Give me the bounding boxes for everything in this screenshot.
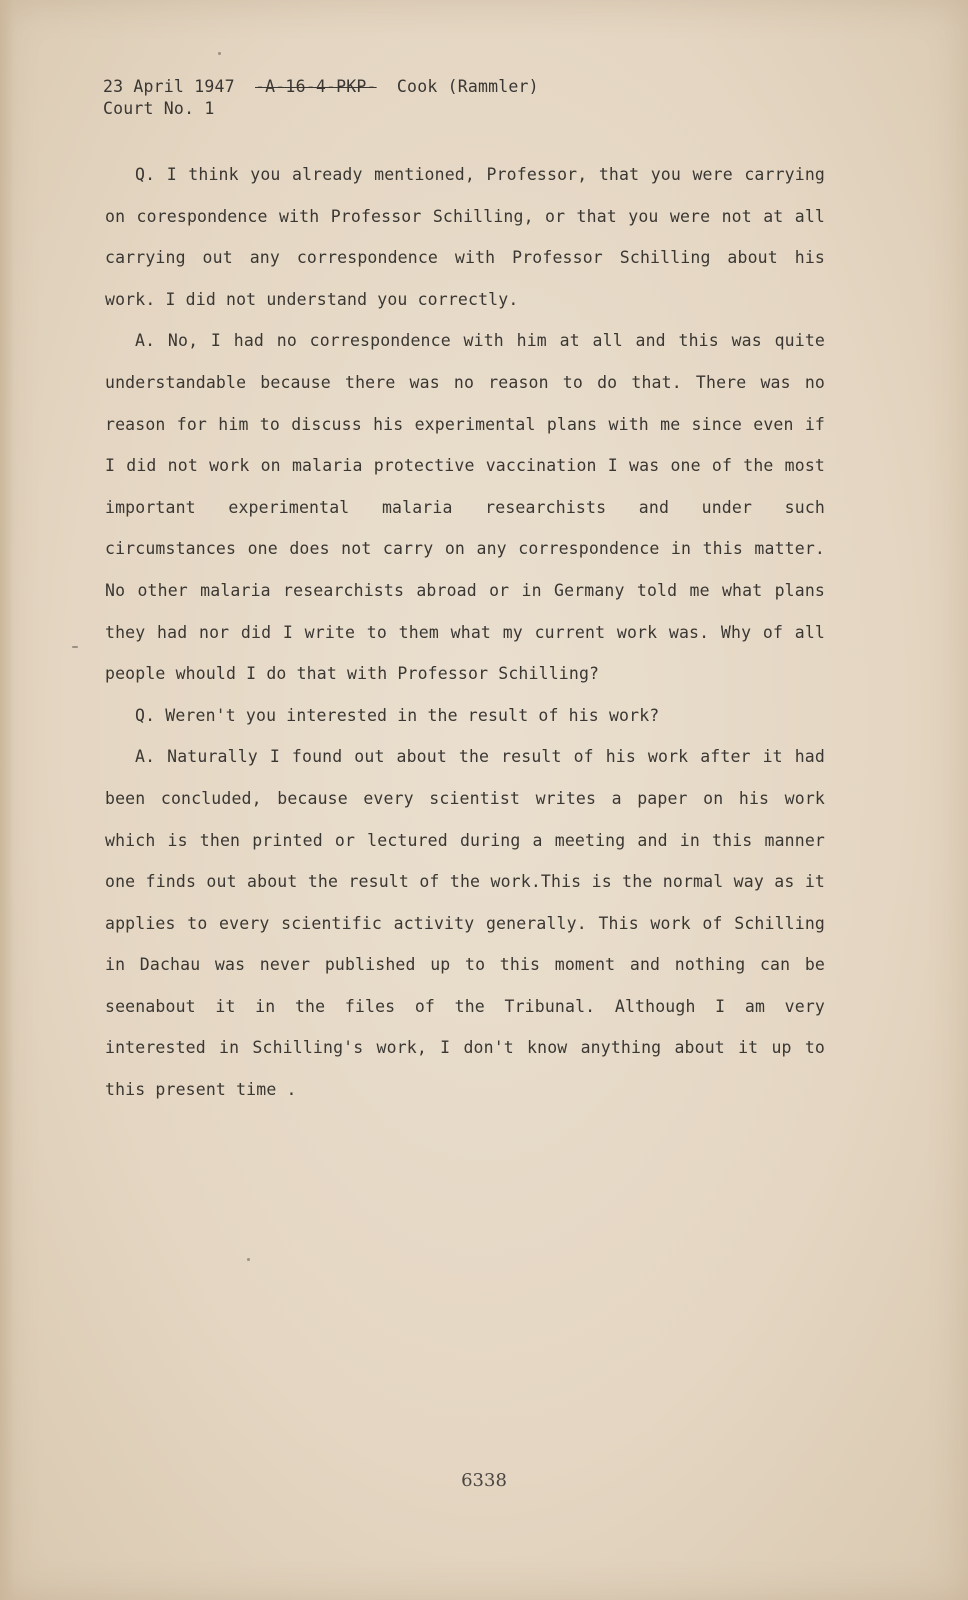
- speaker-label: Q.: [135, 165, 156, 184]
- paper-speck: [247, 1258, 250, 1261]
- speaker-label: Q.: [135, 705, 156, 725]
- paragraph-text: No, I had no correspondence with him at all and this was quite understandable because there was no reason to do that. There was no reason for him to discuss his experimental plans with me since even if I did not work on malaria protective vaccination I was one of the most important experimental malaria researchists and under such circumstances one does not carry on any correspondence in this matter. No other malaria researchists abroad or in Germany told me what plans they had nor did I write to them what my current work was. Why of all people whould I do that with Professor Schilling?: [105, 331, 825, 684]
- paragraph-question-2: [105, 695, 825, 737]
- header-reference: -A-16-4-PKP-: [255, 77, 377, 96]
- paragraph-answer-1: [105, 320, 825, 694]
- paragraph-question-1: [105, 154, 825, 320]
- page-header: [103, 76, 539, 120]
- header-date: 23 April 1947: [103, 77, 235, 96]
- paragraph-answer-2: [105, 736, 825, 1110]
- speaker-label: A.: [135, 331, 156, 351]
- page-number: 6338: [461, 1470, 507, 1491]
- paper-speck: [72, 646, 78, 648]
- header-dateline: [103, 76, 539, 98]
- speaker-label: A.: [135, 747, 156, 767]
- header-reporters: Cook (Rammler): [396, 77, 539, 96]
- paragraph-text: I think you already mentioned, Professor, that you were carrying on corespondence with Professor Schilling, or that you were not at all carrying out any correspondence with Professor Schilling about his work. I did not understand you correctly.: [105, 165, 825, 309]
- header-court: Court No. 1: [103, 99, 215, 118]
- paragraph-text: Naturally I found out about the result of his work after it had been concluded, because every scientist writes a paper on his work which is then printed or lectured during a meeting and in this manner one finds out about the result of the work.This is the normal way as it applies to every scientific activity generally. This work of Schilling in Dachau was never published up to this moment and nothing can be seenabout it in the files of the Tribunal. Although I am very interested in Schilling's work, I don't know anything about it up to this present time .: [105, 747, 825, 1100]
- paper-speck: [218, 52, 221, 55]
- paragraph-text: Weren't you interested in the result of his work?: [165, 705, 660, 725]
- transcript-body: [105, 154, 825, 1111]
- page-edge-shadow: [0, 0, 14, 1600]
